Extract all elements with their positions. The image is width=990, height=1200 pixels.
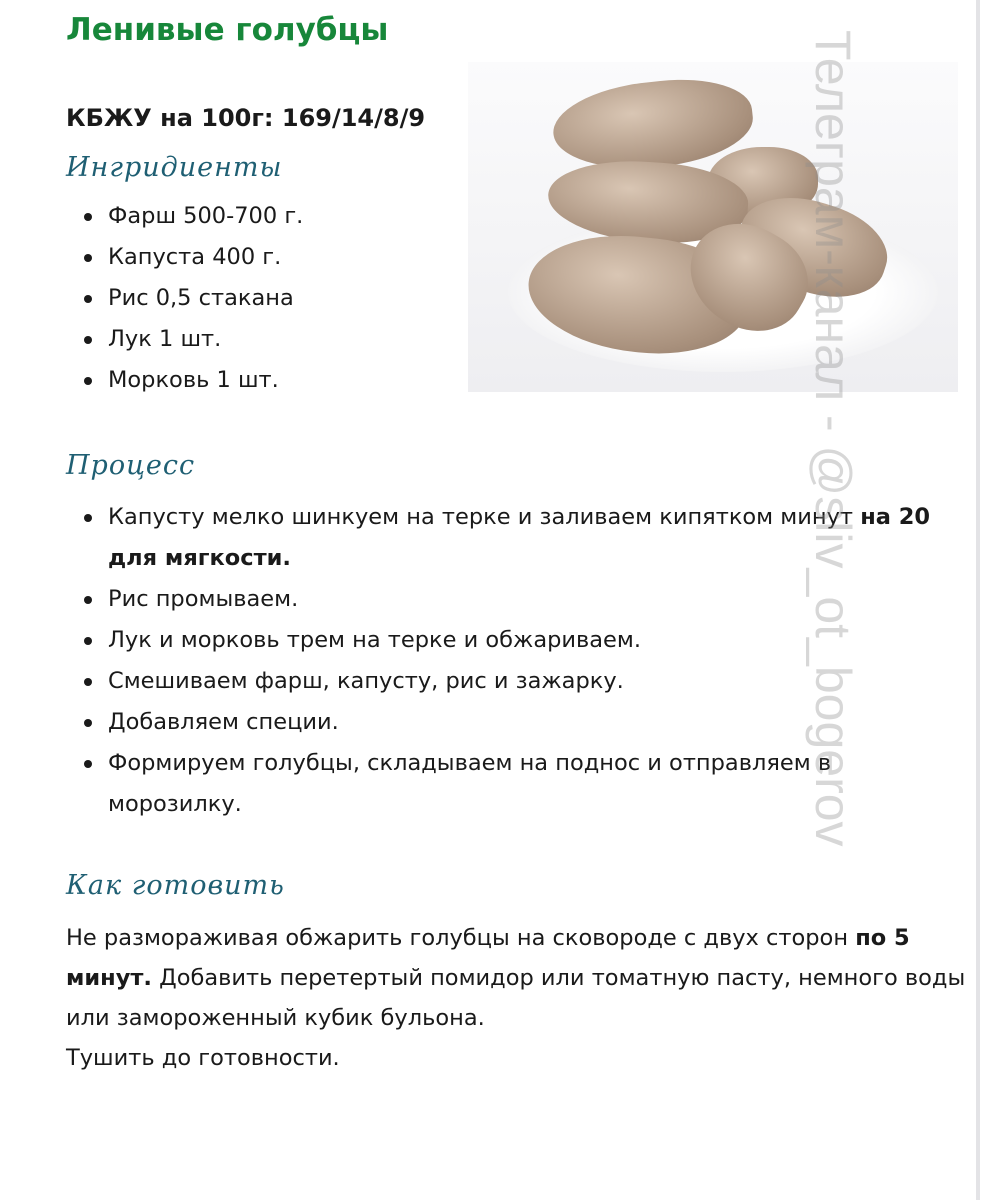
- ingredients-list: [66, 196, 303, 401]
- list-item: Лук 1 шт.: [66, 319, 303, 360]
- watermark: Телеграм-канал - @sliv_ot_bogerov: [805, 30, 861, 847]
- recipe-title: Ленивые голубцы: [66, 12, 389, 48]
- list-item: Лук и морковь трем на терке и обжариваем.: [66, 620, 966, 661]
- list-item: Капуста 400 г.: [66, 237, 303, 278]
- list-item: Формируем голубцы, складываем на поднос и отправляем в морозилку.: [66, 743, 966, 825]
- food-photo: [468, 62, 958, 392]
- nutrition-info: КБЖУ на 100г: 169/14/8/9: [66, 104, 426, 132]
- cook-instructions: Не размораживая обжарить голубцы на сковороде с двух сторон по 5 минут. Добавить перетертый помидор или томатную пасту, немного воды или замороженный кубик бульона. Тушить до готовности.: [66, 925, 966, 1071]
- process-heading: Процесс: [66, 450, 196, 481]
- list-item: Рис промываем.: [66, 579, 966, 620]
- list-item: Морковь 1 шт.: [66, 360, 303, 401]
- page-edge: [976, 0, 980, 1200]
- list-item: Фарш 500-700 г.: [66, 196, 303, 237]
- list-item: Смешиваем фарш, капусту, рис и зажарку.: [66, 661, 966, 702]
- cook-heading: Как готовить: [66, 870, 285, 901]
- list-item: Рис 0,5 стакана: [66, 278, 303, 319]
- list-item: Капусту мелко шинкуем на терке и заливаем кипятком минут на 20 для мягкости.: [66, 497, 966, 579]
- ingredients-heading: Ингридиенты: [66, 152, 283, 183]
- list-item: Добавляем специи.: [66, 702, 966, 743]
